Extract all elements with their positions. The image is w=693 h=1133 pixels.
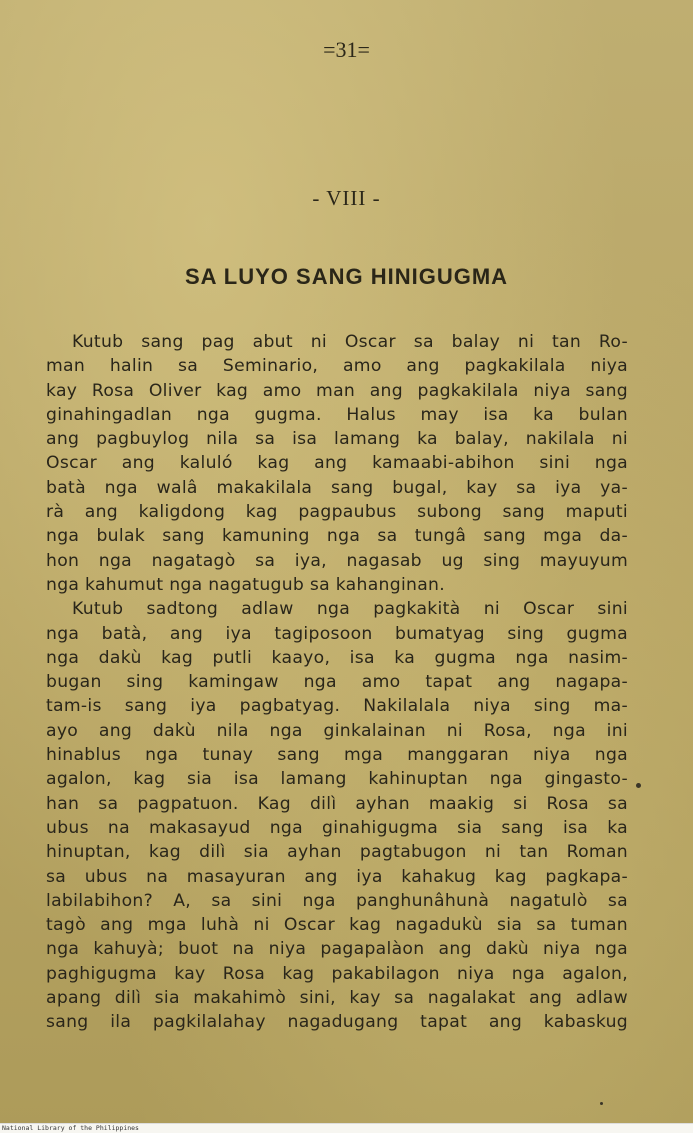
text-line: labilabihon? A, sa sini nga panghunâhunà nagatulò sa	[46, 890, 628, 911]
text-line: hon nga nagatagò sa iya, nagasab ug sing mayuyum	[46, 550, 628, 571]
footer-bar	[0, 1123, 693, 1133]
text-line: hinuptan, kag dilì sia ayhan pagtabugon ni tan Roman	[46, 842, 628, 863]
chapter-heading: - VIII -	[312, 186, 381, 210]
text-line: tam-is sang iya pagbatyag. Nakilalala niya sing ma-	[46, 696, 628, 717]
text-line: Oscar ang kaluló kag ang kamaabi-abihon sini nga	[46, 453, 628, 474]
text-line: kay Rosa Oliver kag amo man ang pagkakilala niya sang	[46, 380, 628, 401]
text-line: paghigugma kay Rosa kag pakabilagon niya nga agalon,	[46, 963, 628, 984]
text-line: Kutub sadtong adlaw nga pagkakità ni Oscar sini	[72, 599, 628, 620]
text-line: man halin sa Seminario, amo ang pagkakilala niya	[46, 356, 628, 377]
text-line: agalon, kag sia isa lamang kahinuptan nga gingasto-	[46, 769, 628, 790]
text-line: sang ila pagkilalahay nagadugang tapat ang kabaskug	[46, 1012, 628, 1033]
text-line: tagò ang mga luhà ni Oscar kag nagadukù sia sa tuman	[46, 915, 628, 936]
ink-speck	[600, 1102, 603, 1105]
text-line: sa ubus na masayuran ang iya kahakug kag pagkapa-	[46, 866, 628, 887]
text-line: batà nga walâ makakilala sang bugal, kay sa iya ya-	[46, 477, 628, 498]
ink-speck	[636, 783, 641, 788]
text-line: nga kahuyà; buot na niya pagapalàon ang dakù niya nga	[46, 939, 628, 960]
text-line: ayo ang dakù nila nga ginkalainan ni Rosa, nga ini	[46, 720, 628, 741]
page-number: =31=	[323, 37, 370, 62]
body-text	[46, 330, 628, 1035]
text-line: han sa pagpatuon. Kag dilì ayhan maakig si Rosa sa	[46, 793, 628, 814]
footer-credit: National Library of the Philippines	[2, 1124, 139, 1132]
text-line: Kutub sang pag abut ni Oscar sa balay ni tan Ro-	[72, 332, 628, 352]
text-line: hinablus nga tunay sang mga manggaran niya nga	[46, 745, 628, 766]
text-line: ginahingadlan nga gugma. Halus may isa ka bulan	[46, 404, 628, 425]
text-line: bugan sing kamingaw nga amo tapat ang nagapa-	[46, 672, 628, 693]
text-line: apang dilì sia makahimò sini, kay sa nagalakat ang adlaw	[46, 988, 628, 1009]
text-line: ubus na makasayud nga ginahigugma sia sang isa ka	[46, 817, 628, 838]
text-line: rà ang kaligdong kag pagpaubus subong sang maputi	[46, 502, 628, 523]
text-line: ang pagbuylog nila sa isa lamang ka balay, nakilala ni	[46, 429, 628, 450]
text-line: nga kahumut nga nagatugub sa kahanginan.	[46, 574, 446, 595]
chapter-title: SA LUYO SANG HINIGUGMA	[184, 264, 509, 289]
text-line: nga dakù kag putli kaayo, isa ka gugma nga nasim-	[46, 647, 628, 668]
text-line: nga bulak sang kamuning nga sa tungâ sang mga da-	[46, 526, 628, 547]
text-line: nga batà, ang iya tagiposoon bumatyag sing gugma	[46, 623, 628, 644]
